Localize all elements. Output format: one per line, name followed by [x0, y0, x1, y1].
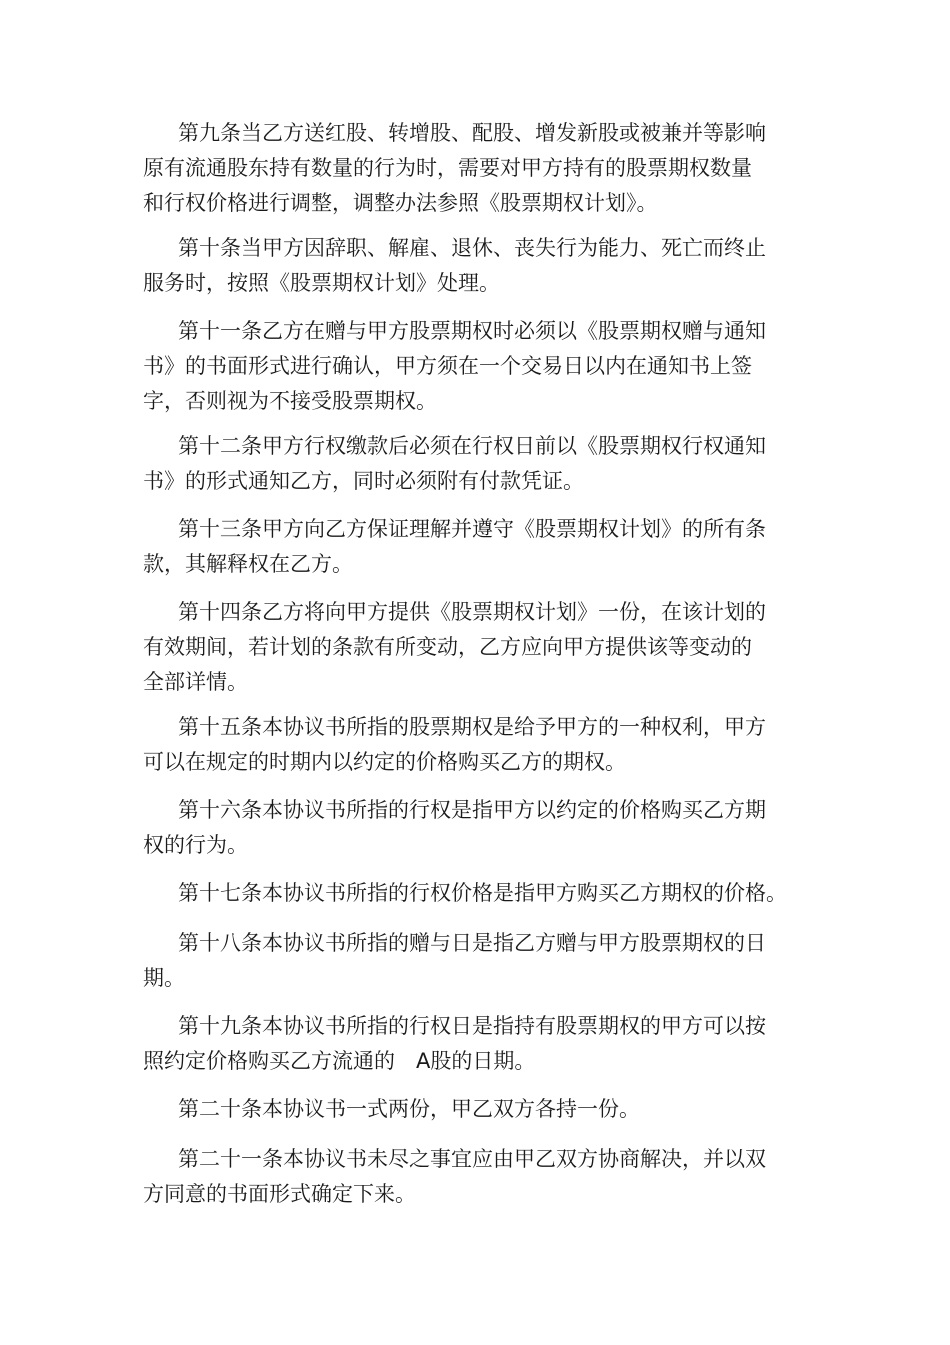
clause-line: 可以在规定的时期内以约定的价格购买乙方的期权。	[143, 750, 626, 774]
clause-line: 书》的形式通知乙方，同时必须附有付款凭证。	[143, 469, 584, 493]
clause-line: 和行权价格进行调整，调整办法参照《股票期权计划》。	[143, 191, 658, 215]
clause-line: 权的行为。	[143, 833, 248, 857]
clause-line: 全部详情。	[143, 670, 248, 694]
clause-line: 款，其解释权在乙方。	[143, 552, 353, 576]
clause-line: 照约定价格购买乙方流通的 A股的日期。	[143, 1049, 536, 1073]
clause-first-line: 第二十条本协议书一式两份，甲乙双方各持一份。	[178, 1097, 640, 1121]
clause-first-line: 第九条当乙方送红股、转增股、配股、增发新股或被兼并等影响	[178, 121, 766, 145]
clause-first-line: 第十八条本协议书所指的赠与日是指乙方赠与甲方股票期权的日	[178, 931, 766, 955]
clause-first-line: 第十五条本协议书所指的股票期权是给予甲方的一种权利，甲方	[178, 715, 766, 739]
clause-line: 原有流通股东持有数量的行为时，需要对甲方持有的股票期权数量	[143, 156, 752, 180]
clause-first-line: 第十七条本协议书所指的行权价格是指甲方购买乙方期权的价格。	[178, 881, 787, 905]
clause-line: 有效期间，若计划的条款有所变动，乙方应向甲方提供该等变动的	[143, 635, 752, 659]
clause-first-line: 第十一条乙方在赠与甲方股票期权时必须以《股票期权赠与通知	[178, 319, 766, 343]
clause-line: 字，否则视为不接受股票期权。	[143, 389, 437, 413]
clause-line: 方同意的书面形式确定下来。	[143, 1182, 416, 1206]
clause-first-line: 第二十一条本协议书未尽之事宜应由甲乙双方协商解决，并以双	[178, 1147, 766, 1171]
clause-line: 期。	[143, 966, 185, 990]
clause-first-line: 第十六条本协议书所指的行权是指甲方以约定的价格购买乙方期	[178, 798, 766, 822]
clause-line: 服务时，按照《股票期权计划》处理。	[143, 271, 500, 295]
clause-first-line: 第十九条本协议书所指的行权日是指持有股票期权的甲方可以按	[178, 1014, 766, 1038]
clause-first-line: 第十条当甲方因辞职、解雇、退休、丧失行为能力、死亡而终止	[178, 236, 766, 260]
clause-first-line: 第十三条甲方向乙方保证理解并遵守《股票期权计划》的所有条	[178, 517, 766, 541]
clause-first-line: 第十二条甲方行权缴款后必须在行权日前以《股票期权行权通知	[178, 434, 766, 458]
clause-line: 书》的书面形式进行确认，甲方须在一个交易日以内在通知书上签	[143, 354, 752, 378]
clause-first-line: 第十四条乙方将向甲方提供《股票期权计划》一份，在该计划的	[178, 600, 766, 624]
